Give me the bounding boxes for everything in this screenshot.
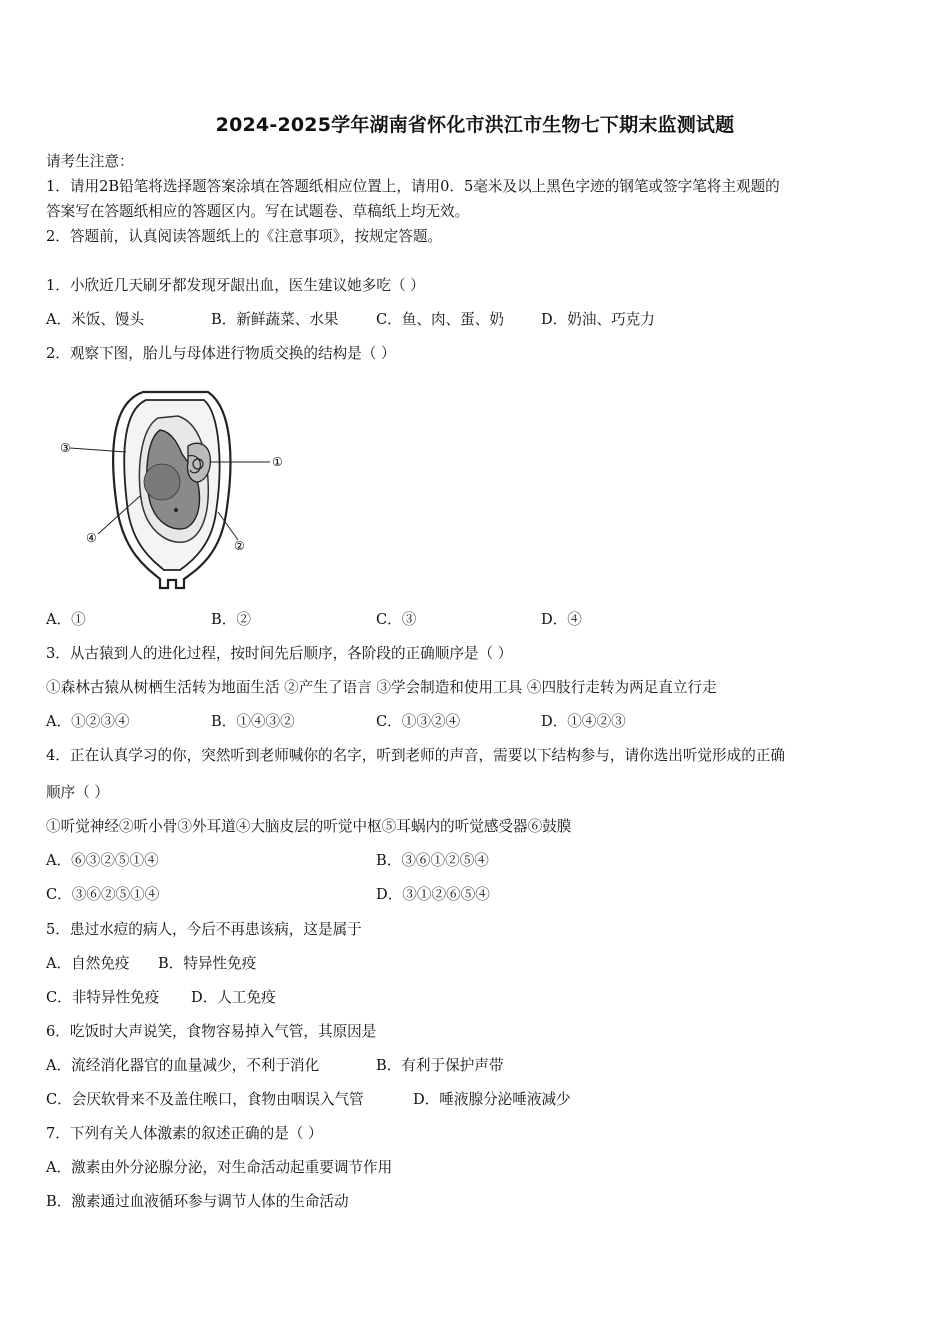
question-6-option-c: C．会厌软骨来不及盖住喉口，食物由咽误入气管 bbox=[46, 1091, 364, 1108]
question-3-option-c: C．①③②④ bbox=[376, 713, 461, 730]
question-1-stem: 1．小欣近几天刷牙都发现牙龈出血，医生建议她多吃（ ） bbox=[46, 277, 425, 294]
question-1-option-d: D．奶油、巧克力 bbox=[541, 311, 655, 328]
question-3-option-b: B．①④③② bbox=[211, 713, 295, 730]
page-title: 2024-2025学年湖南省怀化市洪江市生物七下期末监测试题 bbox=[215, 114, 735, 136]
question-4-stem-line-1: 4．正在认真学习的你，突然听到老师喊你的名字，听到老师的声音，需要以下结构参与，请你选出听觉形成的正确 bbox=[46, 747, 785, 764]
question-5-option-b: B．特异性免疫 bbox=[158, 955, 257, 972]
question-4-option-a: A．⑥③②⑤①④ bbox=[46, 852, 159, 869]
fetus-uterus-illustration bbox=[48, 384, 288, 592]
question-1-option-b: B．新鲜蔬菜、水果 bbox=[211, 311, 339, 328]
question-6-stem: 6．吃饭时大声说笑，食物容易掉入气管，其原因是 bbox=[46, 1023, 377, 1040]
question-3-option-d: D．①④②③ bbox=[541, 713, 626, 730]
fetus-uterus-diagram bbox=[48, 384, 288, 592]
question-3-items: ①森林古猿从树栖生活转为地面生活 ②产生了语言 ③学会制造和使用工具 ④四肢行走转为两足直立行走 bbox=[46, 679, 717, 696]
notice-item-1-line-1: 1．请用2B铅笔将选择题答案涂填在答题纸相应位置上，请用0．5毫米及以上黑色字迹的钢笔或签字笔将主观题的 bbox=[46, 178, 780, 195]
question-5-stem: 5．患过水痘的病人，今后不再患该病，这是属于 bbox=[46, 921, 362, 938]
question-2-stem: 2．观察下图，胎儿与母体进行物质交换的结构是（ ） bbox=[46, 345, 396, 362]
question-6-option-b: B．有利于保护声带 bbox=[376, 1057, 504, 1074]
question-4-items: ①听觉神经②听小骨③外耳道④大脑皮层的听觉中枢⑤耳蜗内的听觉感受器⑥鼓膜 bbox=[46, 818, 572, 835]
question-7-stem: 7．下列有关人体激素的叙述正确的是（ ） bbox=[46, 1125, 323, 1142]
question-2-option-b: B．② bbox=[211, 611, 251, 628]
label-1: ① bbox=[272, 455, 283, 469]
notice-item-1-line-2: 答案写在答题纸相应的答题区内。写在试题卷、草稿纸上均无效。 bbox=[46, 203, 470, 220]
question-6-option-d: D．唾液腺分泌唾液减少 bbox=[413, 1091, 571, 1108]
question-5-option-d: D．人工免疫 bbox=[191, 989, 276, 1006]
notice-heading: 请考生注意： bbox=[46, 153, 134, 170]
question-4-option-c: C．③⑥②⑤①④ bbox=[46, 886, 160, 903]
question-2-option-c: C．③ bbox=[376, 611, 417, 628]
question-2-option-d: D．④ bbox=[541, 611, 582, 628]
label-3: ③ bbox=[60, 441, 71, 455]
question-1-option-a: A．米饭、馒头 bbox=[46, 311, 145, 328]
notice-item-2: 2．答题前，认真阅读答题纸上的《注意事项》，按规定答题。 bbox=[46, 228, 443, 245]
question-4-option-d: D．③①②⑥⑤④ bbox=[376, 886, 490, 903]
question-5-option-c: C．非特异性免疫 bbox=[46, 989, 160, 1006]
label-2: ② bbox=[234, 539, 245, 553]
question-3-option-a: A．①②③④ bbox=[46, 713, 130, 730]
question-3-stem: 3．从古猿到人的进化过程，按时间先后顺序，各阶段的正确顺序是（ ） bbox=[46, 645, 513, 662]
question-4-option-b: B．③⑥①②⑤④ bbox=[376, 852, 489, 869]
label-4: ④ bbox=[86, 531, 97, 545]
question-6-option-a: A．流经消化器官的血量减少，不利于消化 bbox=[46, 1057, 320, 1074]
question-7-option-b: B．激素通过血液循环参与调节人体的生命活动 bbox=[46, 1193, 349, 1210]
question-1-option-c: C．鱼、肉、蛋、奶 bbox=[376, 311, 504, 328]
question-7-option-a: A．激素由外分泌腺分泌，对生命活动起重要调节作用 bbox=[46, 1159, 393, 1176]
question-5-option-a: A．自然免疫 bbox=[46, 955, 130, 972]
question-4-stem-line-2: 顺序（ ） bbox=[46, 784, 110, 801]
question-2-option-a: A．① bbox=[46, 611, 86, 628]
